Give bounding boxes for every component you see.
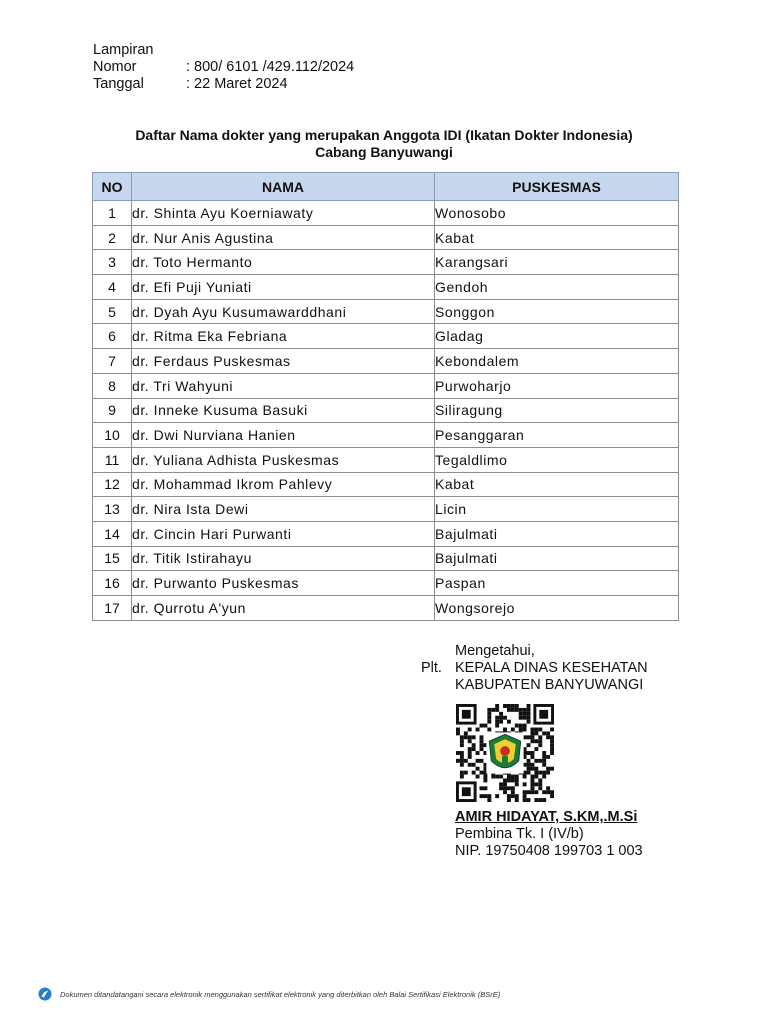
- table-row: [93, 349, 679, 374]
- cell-puskesmas: Bajulmati: [435, 546, 679, 571]
- table-row: [93, 447, 679, 472]
- table-row: [93, 225, 679, 250]
- cell-no: 11: [93, 447, 132, 472]
- cell-puskesmas: Songgon: [435, 299, 679, 324]
- cell-puskesmas: Gladag: [435, 324, 679, 349]
- header-puskesmas: PUSKESMAS: [435, 173, 679, 201]
- table-row: [93, 201, 679, 226]
- cell-no: 10: [93, 423, 132, 448]
- cell-no: 12: [93, 472, 132, 497]
- cell-puskesmas: Licin: [435, 497, 679, 522]
- cell-nama: dr. Titik Istirahayu: [132, 546, 435, 571]
- cell-nama: dr. Tri Wahyuni: [132, 373, 435, 398]
- table-row: [93, 521, 679, 546]
- qr-code-with-emblem-icon: [456, 704, 554, 802]
- cell-nama: dr. Efi Puji Yuniati: [132, 275, 435, 300]
- tanggal-label: Tanggal: [93, 76, 144, 92]
- cell-no: 6: [93, 324, 132, 349]
- table-row: [93, 324, 679, 349]
- table-row: [93, 398, 679, 423]
- signer-rank: Pembina Tk. I (IV/b): [455, 826, 584, 842]
- table-row: [93, 546, 679, 571]
- table-row: [93, 596, 679, 621]
- position-text-2: KABUPATEN BANYUWANGI: [455, 677, 644, 693]
- cell-nama: dr. Inneke Kusuma Basuki: [132, 398, 435, 423]
- cell-puskesmas: Kabat: [435, 472, 679, 497]
- cell-nama: dr. Shinta Ayu Koerniawaty: [132, 201, 435, 226]
- cell-nama: dr. Cincin Hari Purwanti: [132, 521, 435, 546]
- tanggal-value: : 22 Maret 2024: [186, 76, 288, 92]
- nomor-row: [93, 59, 354, 76]
- footer-text: Dokumen ditandatangani secara elektronik menggunakan sertifikat elektronik yang diterbitkan oleh Balai Sertifikasi Elektronik (BSrE): [60, 989, 501, 999]
- cell-nama: dr. Qurrotu A'yun: [132, 596, 435, 621]
- table-row: [93, 299, 679, 324]
- cell-nama: dr. Ritma Eka Febriana: [132, 324, 435, 349]
- cell-no: 16: [93, 571, 132, 596]
- cell-no: 13: [93, 497, 132, 522]
- lampiran-row: [93, 42, 354, 59]
- signer-nip: NIP. 19750408 199703 1 003: [455, 843, 643, 859]
- nomor-value: : 800/ 6101 /429.112/2024: [186, 59, 355, 75]
- signer-name: AMIR HIDAYAT, S.KM,.M.Si: [455, 809, 638, 825]
- cell-no: 2: [93, 225, 132, 250]
- doctor-table: [92, 172, 679, 621]
- cell-puskesmas: Tegaldlimo: [435, 447, 679, 472]
- position-text-1: KEPALA DINAS KESEHATAN: [455, 660, 648, 676]
- cell-puskesmas: Karangsari: [435, 250, 679, 275]
- cell-puskesmas: Gendoh: [435, 275, 679, 300]
- position-line-1: [421, 660, 648, 677]
- cell-nama: dr. Dwi Nurviana Hanien: [132, 423, 435, 448]
- table-row: [93, 472, 679, 497]
- plt-label: Plt.: [421, 660, 442, 676]
- tanggal-row: [93, 76, 354, 93]
- signer-block: [455, 809, 643, 860]
- cell-no: 9: [93, 398, 132, 423]
- cell-puskesmas: Purwoharjo: [435, 373, 679, 398]
- regency-emblem-icon: [489, 734, 520, 767]
- table-row: [93, 373, 679, 398]
- cell-puskesmas: Paspan: [435, 571, 679, 596]
- nomor-label: Nomor: [93, 59, 137, 75]
- cell-no: 17: [93, 596, 132, 621]
- table-row: [93, 571, 679, 596]
- cell-no: 15: [93, 546, 132, 571]
- table-row: [93, 497, 679, 522]
- position-line-2: [421, 677, 648, 694]
- cell-puskesmas: Wonosobo: [435, 201, 679, 226]
- cell-puskesmas: Siliragung: [435, 398, 679, 423]
- cell-nama: dr. Ferdaus Puskesmas: [132, 349, 435, 374]
- cell-nama: dr. Mohammad Ikrom Pahlevy: [132, 472, 435, 497]
- table-row: [93, 275, 679, 300]
- cell-nama: dr. Nira Ista Dewi: [132, 497, 435, 522]
- mengetahui-text: Mengetahui,: [455, 643, 535, 659]
- cell-nama: dr. Dyah Ayu Kusumawarddhani: [132, 299, 435, 324]
- table-body: [93, 201, 679, 621]
- title-line-2: Cabang Banyuwangi: [315, 144, 453, 160]
- lampiran-label: Lampiran: [93, 42, 154, 58]
- table-row: [93, 423, 679, 448]
- cell-no: 7: [93, 349, 132, 374]
- header-no: NO: [93, 173, 132, 201]
- cell-puskesmas: Bajulmati: [435, 521, 679, 546]
- cell-nama: dr. Toto Hermanto: [132, 250, 435, 275]
- footer: [38, 987, 500, 1001]
- cell-puskesmas: Pesanggaran: [435, 423, 679, 448]
- table-row: [93, 250, 679, 275]
- cell-nama: dr. Yuliana Adhista Puskesmas: [132, 447, 435, 472]
- cell-no: 3: [93, 250, 132, 275]
- document-title: [0, 127, 768, 161]
- cell-puskesmas: Kebondalem: [435, 349, 679, 374]
- signature-block: [421, 643, 648, 694]
- bsre-logo-icon: [38, 987, 52, 1001]
- cell-no: 5: [93, 299, 132, 324]
- cell-nama: dr. Purwanto Puskesmas: [132, 571, 435, 596]
- title-line-1: Daftar Nama dokter yang merupakan Anggota IDI (Ikatan Dokter Indonesia): [135, 127, 633, 143]
- cell-no: 4: [93, 275, 132, 300]
- cell-no: 8: [93, 373, 132, 398]
- letter-meta: [93, 42, 354, 93]
- cell-puskesmas: Kabat: [435, 225, 679, 250]
- table-header-row: [93, 173, 679, 201]
- cell-puskesmas: Wongsorejo: [435, 596, 679, 621]
- header-nama: NAMA: [132, 173, 435, 201]
- mengetahui-line: [421, 643, 648, 660]
- cell-no: 14: [93, 521, 132, 546]
- cell-no: 1: [93, 201, 132, 226]
- cell-nama: dr. Nur Anis Agustina: [132, 225, 435, 250]
